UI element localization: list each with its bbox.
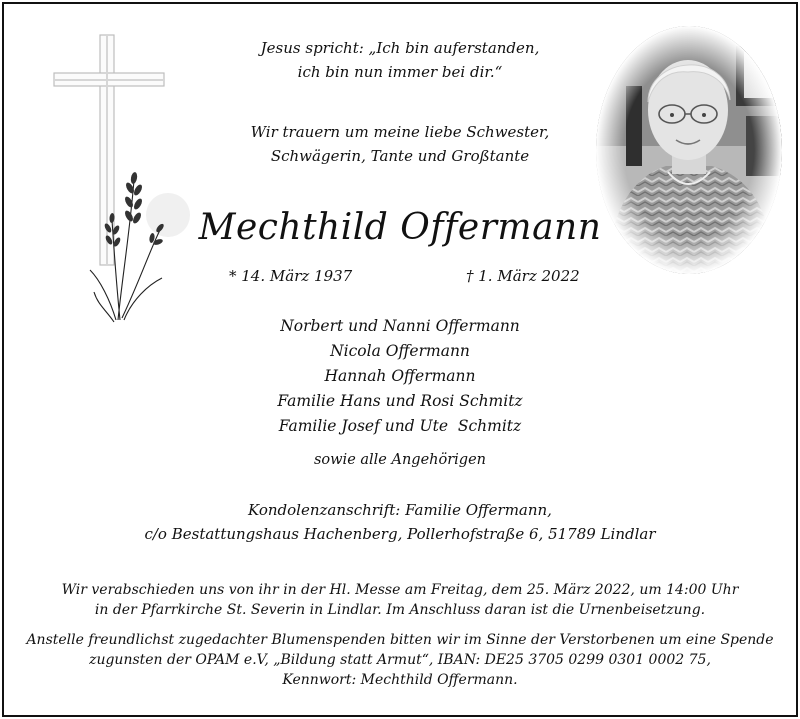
mourner-entry: Nicola Offermann [330,342,470,360]
donation-line: zugunsten der OPAM e.V, „Bildung statt Armut“, IBAN: DE25 3705 0299 0301 0002 75, [89,652,711,668]
address-line: c/o Bestattungshaus Hachenberg, Pollerhofstraße 6, 51789 Lindlar [144,525,656,543]
mourners-list [0,314,800,439]
relatives-note: sowie alle Angehörigen [313,452,487,468]
birth-date: * 14. März 1937 [229,267,353,285]
mourner-entry: Norbert und Nanni Offermann [280,317,520,335]
donation-info [0,630,800,690]
mourning-statement [0,120,800,168]
mourner-entry: Familie Josef und Ute Schmitz [278,417,522,435]
ceremony-info [0,580,800,620]
ceremony-line: in der Pfarrkirche St. Severin in Lindlar. Im Anschluss daran ist die Urnenbeisetzung. [94,602,706,618]
donation-line: Kennwort: Mechthild Offermann. [282,672,518,688]
mourning-line: Wir trauern um meine liebe Schwester, [250,123,550,141]
condolence-address [0,498,800,546]
death-date: † 1. März 2022 [466,267,580,285]
quote-line: Jesus spricht: „Ich bin auferstanden, [260,39,540,57]
mourner-entry: Familie Hans und Rosi Schmitz [277,392,523,410]
bible-quote [0,36,800,84]
donation-line: Anstelle freundlichst zugedachter Blumenspenden bitten wir im Sinne der Verstorbenen um eine Spende [26,632,774,648]
mourning-line: Schwägerin, Tante und Großtante [270,147,530,165]
deceased-name: Mechthild Offermann [198,207,602,248]
address-line: Kondolenzanschrift: Familie Offermann, [248,501,552,519]
mourner-entry: Hannah Offermann [324,367,476,385]
ceremony-line: Wir verabschieden uns von ihr in der Hl. Messe am Freitag, dem 25. März 2022, um 14:00 Uhr [61,582,739,598]
quote-line: ich bin nun immer bei dir.“ [297,63,503,81]
